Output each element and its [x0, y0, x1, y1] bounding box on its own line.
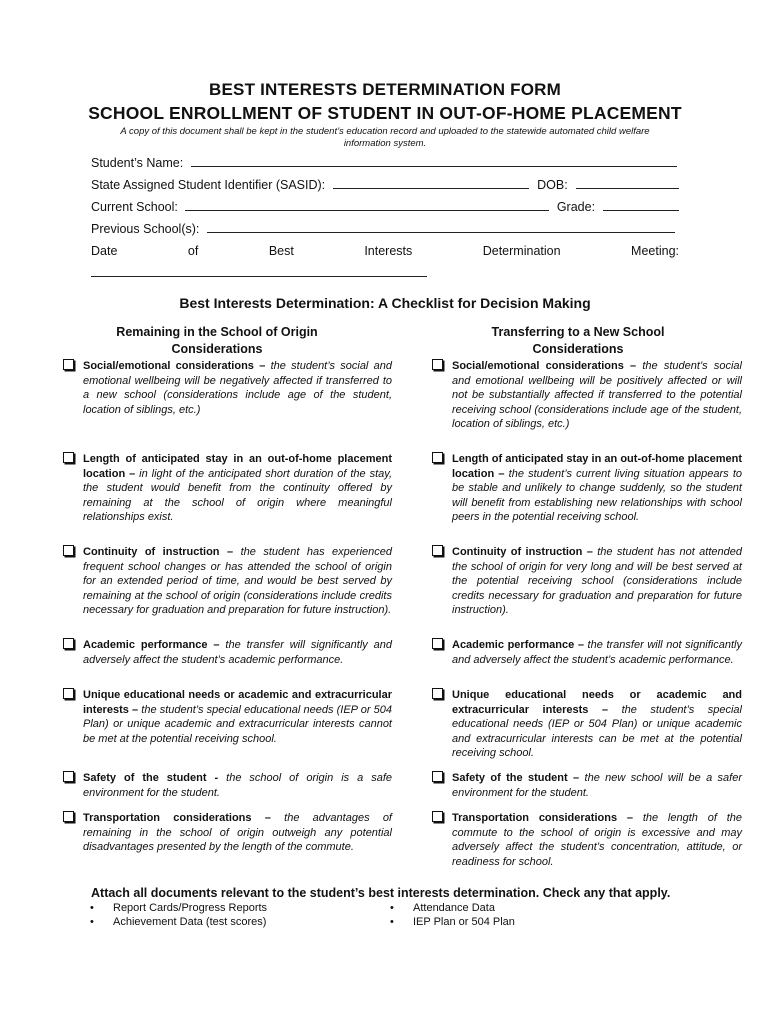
- dob-label: DOB:: [537, 178, 568, 192]
- meeting-date-word: Determination: [482, 244, 561, 258]
- item-label: Transportation considerations –: [83, 812, 271, 824]
- current-school-label: Current School:: [91, 200, 178, 214]
- current-school-field[interactable]: [91, 199, 679, 214]
- meeting-date-line[interactable]: [91, 276, 427, 277]
- checklist-item-right[interactable]: [432, 811, 742, 869]
- student-name-label: Student’s Name:: [91, 156, 184, 170]
- item-label: Length of anticipated stay in an out-of-home placement location –: [452, 453, 742, 480]
- form-subtitle: SCHOOL ENROLLMENT OF STUDENT IN OUT-OF-HOME PLACEMENT: [88, 103, 682, 123]
- sasid-line[interactable]: [333, 177, 529, 189]
- attachments-instruction: Attach all documents relevant to the student’s best interests determination. Check any that apply.: [91, 886, 671, 900]
- previous-schools-line[interactable]: [207, 221, 675, 233]
- attachment-option[interactable]: • Report Cards/Progress Reports: [113, 902, 267, 914]
- item-label: Length of anticipated stay in an out-of-home placement location –: [83, 453, 392, 480]
- checkbox[interactable]: [432, 771, 446, 781]
- record-note: A copy of this document shall be kept in the student’s education record and uploaded to the statewide automated child welfare information system.: [120, 126, 650, 149]
- item-text: the student’s current living situation appears to be stable and unlikely to change suddenly, so the student will benefit from establishing new relationships with school peers in the potential receiving school.: [452, 467, 743, 523]
- meeting-date-field[interactable]: [91, 244, 679, 258]
- checklist-item-right[interactable]: [432, 771, 742, 800]
- checkbox[interactable]: [432, 638, 446, 648]
- checklist-item-left[interactable]: [63, 545, 392, 618]
- item-text: the school of origin is a safe environment for the student.: [83, 772, 393, 799]
- previous-schools-field[interactable]: [91, 221, 679, 236]
- attachment-option[interactable]: • Achievement Data (test scores): [113, 916, 266, 928]
- item-text: the student’s social and emotional wellbeing will be negatively affected if transferred to a new school (considerations include age of the student, location of siblings, etc.): [83, 360, 392, 416]
- checklist-item-right[interactable]: [432, 359, 742, 432]
- item-label: Continuity of instruction –: [83, 546, 234, 558]
- item-text: in light of the anticipated short duration of the stay, the student would benefit from the continuity offered by remaining at the school of origin where meaningful relationships exist.: [83, 467, 392, 523]
- item-text: the student has not attended the school of origin for very long and will be best served at the potential receiving school (considerations include credits necessary for graduation and preparation for future instruction).: [452, 546, 742, 616]
- checklist-item-left[interactable]: [63, 771, 392, 800]
- item-text: the student has experienced frequent school changes or has attended the school of origin for an extended period of time, and would be best served by remaining at the school of origin (considerations include credits necessary for graduation and preparation for future instruction).: [83, 546, 392, 616]
- sasid-field[interactable]: [91, 177, 679, 192]
- checklist-item-left[interactable]: [63, 811, 392, 855]
- item-label: Safety of the student -: [83, 772, 219, 784]
- checkbox[interactable]: [432, 811, 446, 821]
- item-label: Continuity of instruction –: [452, 546, 593, 558]
- checkbox[interactable]: [63, 638, 77, 648]
- checkbox[interactable]: [432, 545, 446, 555]
- meeting-date-word: Best: [268, 244, 294, 258]
- sasid-label: State Assigned Student Identifier (SASID):: [91, 178, 326, 192]
- checklist-item-left[interactable]: [63, 359, 392, 417]
- right-column-heading: Transferring to a New School Considerations: [491, 325, 665, 356]
- item-text: the transfer will not significantly and adversely affect the student’s academic performance.: [452, 639, 742, 666]
- meeting-date-word: of: [187, 244, 199, 258]
- item-label: Unique educational needs or academic and extracurricular interests –: [83, 689, 392, 716]
- checkbox[interactable]: [63, 545, 77, 555]
- previous-schools-label: Previous School(s):: [91, 222, 200, 236]
- item-text: the length of the commute to the school of origin is excessive and may adversely affect the student’s concentration, attitude, or readiness for school.: [452, 812, 742, 868]
- form-title: BEST INTERESTS DETERMINATION FORM: [209, 80, 561, 99]
- item-label: Safety of the student –: [452, 772, 580, 784]
- item-text: the advantages of remaining in the school of origin outweigh any potential disadvantages presented by the length of the commute.: [83, 812, 392, 853]
- checkbox[interactable]: [432, 688, 446, 698]
- item-label: Unique educational needs or academic and extracurricular interests –: [452, 689, 742, 716]
- checkbox[interactable]: [63, 688, 77, 698]
- item-text: the student’s special educational needs (IEP or 504 Plan) or unique academic and extracurricular interests can be met at the potential receiving school.: [452, 703, 742, 759]
- grade-line[interactable]: [603, 199, 679, 211]
- item-text: the student’s special educational needs (IEP or 504 Plan) or unique academic and extracurricular interests cannot be met at the potential receiving school.: [83, 703, 392, 745]
- checkbox[interactable]: [63, 811, 77, 821]
- item-text: the student’s social and emotional wellbeing will be positively affected or will not be substantially affected if transferred to the potential receiving school (considerations include age of the student, location of siblings, etc.): [452, 360, 742, 430]
- checklist-item-right[interactable]: [432, 638, 742, 667]
- grade-label: Grade:: [556, 200, 596, 214]
- item-label: Academic performance –: [83, 639, 220, 651]
- item-text: the new school will be a safer environment for the student.: [452, 772, 742, 799]
- checklist-item-right[interactable]: [432, 545, 742, 618]
- checkbox[interactable]: [63, 359, 77, 369]
- attachment-option[interactable]: • IEP Plan or 504 Plan: [413, 916, 515, 928]
- checklist-item-left[interactable]: [63, 688, 392, 746]
- checklist-title: Best Interests Determination: A Checklist for Decision Making: [179, 295, 591, 311]
- left-column-heading: Remaining in the School of Origin Considerations: [116, 325, 318, 356]
- attachment-option[interactable]: • Attendance Data: [413, 902, 495, 914]
- checklist-item-left[interactable]: [63, 452, 392, 525]
- student-name-line[interactable]: [191, 155, 677, 167]
- checkbox[interactable]: [63, 771, 77, 781]
- student-name-field[interactable]: [91, 155, 679, 170]
- meeting-date-word: Interests: [364, 244, 413, 258]
- item-text: the transfer will significantly and adversely affect the student’s academic performance.: [83, 639, 392, 666]
- checklist-item-right[interactable]: [432, 688, 742, 761]
- current-school-line[interactable]: [185, 199, 549, 211]
- checklist-item-right[interactable]: [432, 452, 742, 525]
- item-label: Social/emotional considerations –: [83, 360, 266, 372]
- meeting-date-word: Meeting:: [631, 244, 679, 258]
- item-label: Social/emotional considerations –: [452, 360, 637, 372]
- meeting-date-word: Date: [91, 244, 118, 258]
- item-label: Transportation considerations –: [452, 812, 633, 824]
- dob-line[interactable]: [576, 177, 679, 189]
- checkbox[interactable]: [432, 359, 446, 369]
- checkbox[interactable]: [63, 452, 77, 462]
- checkbox[interactable]: [432, 452, 446, 462]
- item-label: Academic performance –: [452, 639, 584, 651]
- checklist-item-left[interactable]: [63, 638, 392, 667]
